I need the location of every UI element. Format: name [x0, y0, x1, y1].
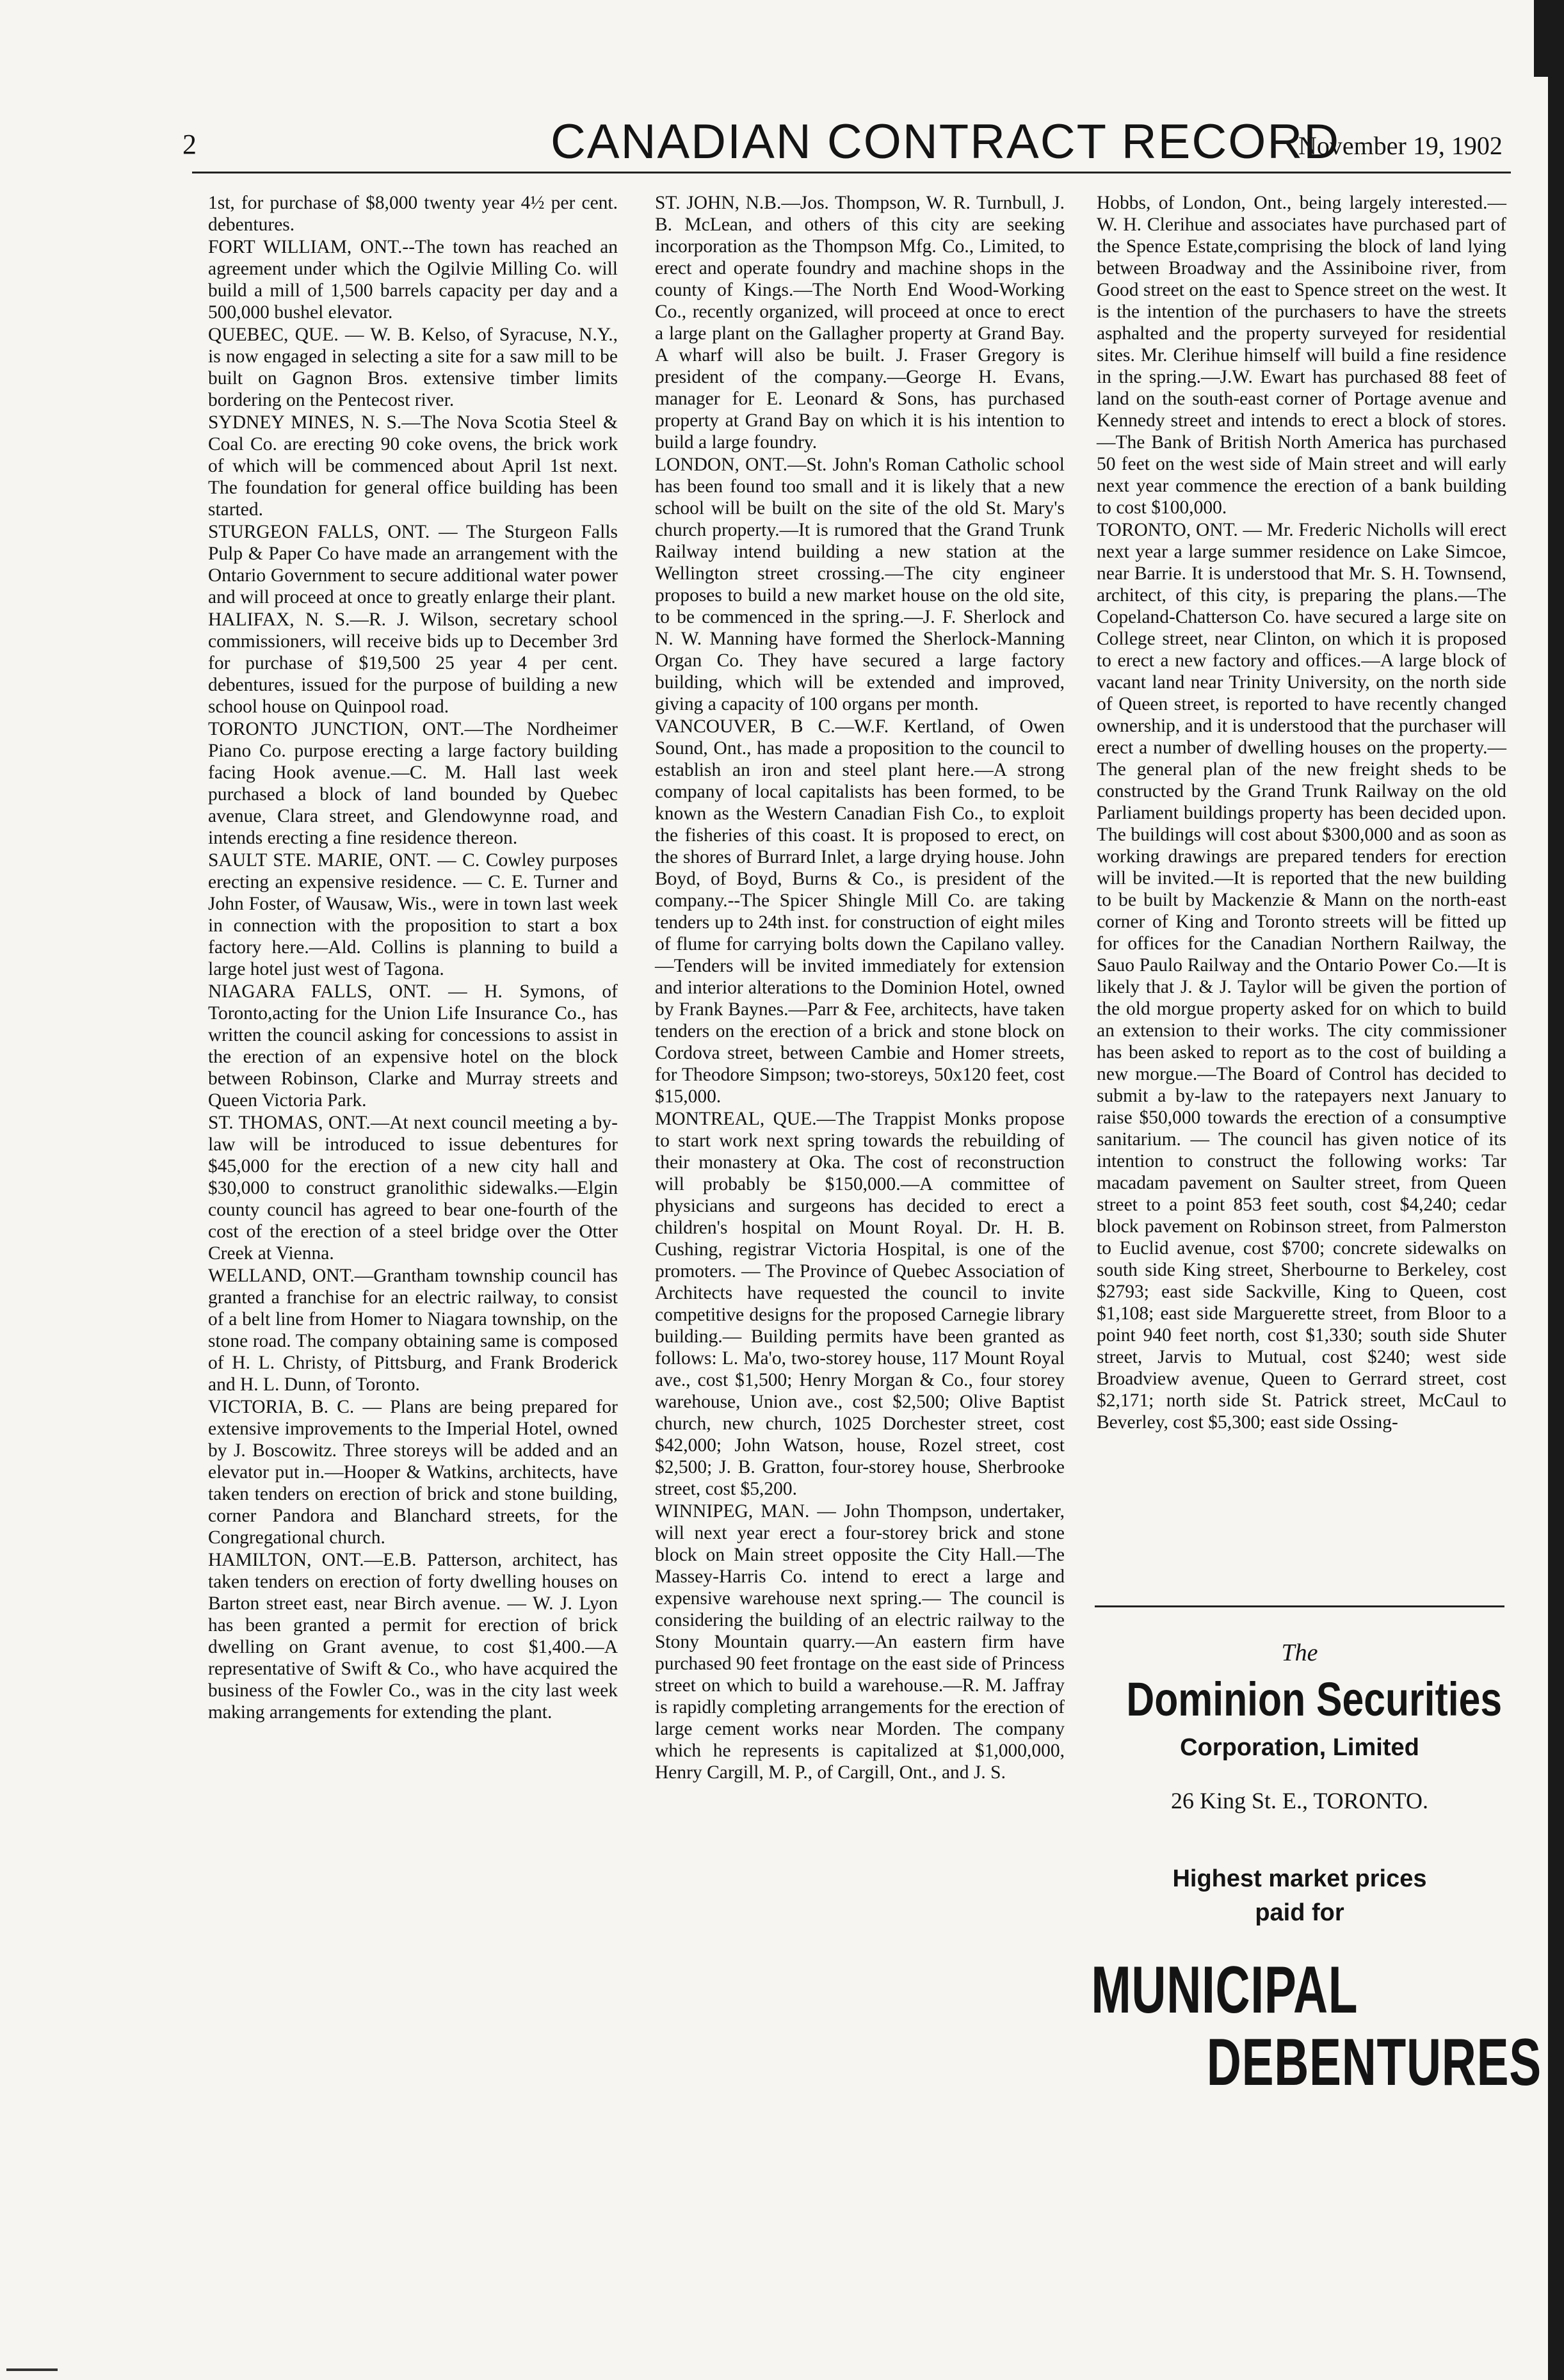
page-number: 2 — [182, 129, 197, 160]
article-paragraph: 1st, for purchase of $8,000 twenty year 4½ per cent. debentures. — [208, 193, 618, 235]
article-paragraph: SAULT STE. MARIE, ONT. — C. Cowley purposes erecting an expensive residence. — C. E. Turner and John Foster, of Wausaw, Wis., were in town last week in connection with the proposition to start a box factory here.—Ald. Collins is planning to build a large hotel just west of Tagona. — [208, 850, 618, 979]
issue-date: November 19, 1902 — [1298, 131, 1503, 160]
ad-offer: Highest market prices — [1172, 1865, 1427, 1892]
article-paragraph: Hobbs, of London, Ont., being largely interested.—W. H. Clerihue and associates have purchased part of the Spence Estate,comprising the block of land lying between Broadway and the Assiniboine river, from Good street on the east to Spence street on the west. It is the intention of the purchasers to have the streets asphalted and the property surveyed for residential sites. Mr. Clerihue himself will build a fine residence in the spring.—J.W. Ewart has purchased 88 feet of land on the south-east corner of Portage avenue and Kennedy street and intends to erect a block of stores.—The Bank of British North America has purchased 50 feet on the west side of Main street and will early next year commence the erection of a bank building to cost $100,000. — [1097, 193, 1506, 518]
article-paragraph: STURGEON FALLS, ONT. — The Sturgeon Falls Pulp & Paper Co have made an arrangement with the Ontario Government to secure additional water power and will proceed at once to greatly enlarge their plant. — [208, 522, 618, 607]
article-paragraph: VANCOUVER, B C.—W.F. Kertland, of Owen Sound, Ont., has made a proposition to the council to establish an iron and steel plant here.—A strong company of local capitalists has been formed, to be known as the Western Canadian Fish Co., to exploit the fisheries of this coast. It is proposed to erect, on the shores of Burrard Inlet, a large drying house. John Boyd, of Boyd, Burns & Co., is president of the company.--The Spicer Shingle Mill Co. are taking tenders up to 24th inst. for construction of eight miles of flume for carrying bolts down the Capilano valley.—Tenders will be invited immediately for extension and interior alterations to the Dominion Hotel, owned by Frank Baynes.—Parr & Fee, architects, have taken tenders on the erection of a brick and stone block on Cordova street, between Cambie and Homer streets, for Theodore Simpson; two-storeys, 50x120 feet, cost $15,000. — [655, 716, 1065, 1107]
article-paragraph: TORONTO, ONT. — Mr. Frederic Nicholls will erect next year a large summer residence on Lake Simcoe, near Barrie. It is understood that Mr. S. H. Townsend, architect, of this city, is preparing the plans.—The Copeland-Chatterson Co. have secured a large site on College street, near Clinton, on which it is proposed to erect a new factory and offices.—A large block of vacant land near Trinity University, on the north side of Queen street, is reported to have recently changed ownership, and it is understood that the purchaser will erect a number of dwelling houses on the property.—The general plan of the new freight sheds to be constructed by the Grand Trunk Railway on the old Parliament buildings property has been decided upon. The buildings will cost about $300,000 and as soon as working drawings are prepared tenders for erection will be invited.—It is reported that the new building to be built by Mackenzie & Mann on the north-east corner of King and Toronto streets will be fitted up for offices for the Canadian Northern Railway, the Sauo Paulo Railway and the Ontario Power Co.—It is likely that J. & J. Taylor will be given the portion of the old morgue property asked for on which to build an extension to their works. The city commissioner has been asked to report as to the cost of building a new morgue.—The Board of Control has decided to submit a by-law to the ratepayers next January to raise $50,000 towards the erection of a consumptive sanitarium. — The council has given notice of its intention to construct the following works: Tar macadam pavement on Saulter street, from Queen street to a point 853 feet south, cost $4,240; cedar block pavement on Robinson street, from Palmerston to Euclid avenue, cost $700; concrete sidewalks on south side King street, Sherbourne to Berkeley, cost $2793; east side Sackville, King to Queen, cost $1,108; east side Marguerette street, from Bloor to a point 940 feet north, cost $1,330; south side Shuter street, Jarvis to Mutual, cost $240; west side Broadview avenue, Queen to Gerrard street, cost $2,171; north side St. Patrick street, McCaul to Beverley, cost $5,300; east side Ossing- — [1097, 520, 1506, 1433]
article-paragraph: TORONTO JUNCTION, ONT.—The Nordheimer Piano Co. purpose erecting a large factory building facing Hook avenue.—C. M. Hall last week purchased a block of land bounded by Quebec avenue, Clara street, and Glendowynne road, and intends erecting a fine residence thereon. — [208, 719, 618, 848]
page-header — [0, 0, 1564, 179]
article-paragraph: VICTORIA, B. C. — Plans are being prepared for extensive improvements to the Imperial Hotel, owned by J. Boscowitz. Three storeys will be added and an elevator put in.—Hooper & Watkins, architects, have taken tenders on erection of brick and stone building, corner Pandora and Blanchard streets, for the Congregational church. — [208, 1397, 618, 1548]
column-2 — [655, 192, 1065, 1784]
article-paragraph: WELLAND, ONT.—Grantham township council has granted a franchise for an electric railway, to consist of a belt line from Homer to Niagara township, on the stone road. The company obtaining same is composed of H. L. Christy, of Pittsburg, and Frank Broderick and H. L. Dunn, of Toronto. — [208, 1266, 618, 1395]
scan-foot-mark — [6, 2368, 58, 2371]
ad-company-name: Dominion Securities — [1126, 1673, 1503, 1726]
advertisement — [1088, 1626, 1542, 2189]
article-paragraph: ST. JOHN, N.B.—Jos. Thompson, W. R. Turnbull, J. B. McLean, and others of this city are seeking incorporation as the Thompson Mfg. Co., Limited, to erect and operate foundry and machine shops in the county of Kings.—The North End Wood-Working Co., recently organized, will proceed at once to erect a large plant on the Gallagher property at Grand Bay. A wharf will also be built. J. Fraser Gregory is president of the company.—George H. Evans, manager for E. Leonard & Sons, has purchased property at Grand Bay on which it is his intention to build a large foundry. — [655, 193, 1065, 453]
publication-title: CANADIAN CONTRACT RECORD — [551, 115, 1341, 169]
ad-headline-municipal: MUNICIPAL — [1091, 1953, 1358, 2027]
article-paragraph: MONTREAL, QUE.—The Trappist Monks propose to start work next spring towards the rebuilding of their monastery at Oka. The cost of reconstruction will probably be $150,000.—A committee of physicians and surgeons has decided to erect a children's hospital on Mount Royal. Dr. H. B. Cushing, registrar Victoria Hospital, is one of the promoters. — The Province of Quebec Association of Architects have requested the council to invite competitive designs for the proposed Carnegie library building.— Building permits have been granted as follows: L. Ma'o, two-storey house, 117 Mount Royal ave., cost $1,500; Henry Morgan & Co., four storey warehouse, Union ave., cost $2,500; Olive Baptist church, new church, 1025 Dorchester street, cost $42,000; John Watson, house, Rozel street, cost $2,500; J. B. Gratton, four-storey house, Sherbrooke street, cost $5,200. — [655, 1109, 1065, 1499]
column-1 — [208, 192, 618, 1724]
article-paragraph: LONDON, ONT.—St. John's Roman Catholic school has been found too small and it is likely that a new school will be built on the site of the old St. Mary's church property.—It is rumored that the Grand Trunk Railway intend building a new station at the Wellington street crossing.—The city engineer proposes to build a new market house on the old site, to be commenced in the spring.—J. F. Sherlock and N. W. Manning have formed the Sherlock-Manning Organ Co. They have secured a large factory building, which will be extended and improved, giving a capacity of 100 organs per month. — [655, 454, 1065, 714]
article-paragraph: ST. THOMAS, ONT.—At next council meeting a by-law will be introduced to issue debentures for $45,000 for the erection of a new city hall and $30,000 to construct granolithic sidewalks.—Elgin county council has agreed to bear one-fourth of the cost of the erection of a steel bridge over the Otter Creek at Vienna. — [208, 1113, 618, 1264]
header-rule — [192, 172, 1511, 173]
ad-offer-paid: paid for — [1255, 1899, 1344, 1926]
ad-headline-debentures: DEBENTURES — [1206, 2025, 1542, 2100]
article-paragraph: NIAGARA FALLS, ONT. — H. Symons, of Toronto,acting for the Union Life Insurance Co., has written the council asking for concessions to assist in the erection of an expensive hotel on the block between Robinson, Clarke and Murray streets and Queen Victoria Park. — [208, 981, 618, 1111]
ad-the: The — [1281, 1639, 1318, 1666]
advertisement-rule — [1095, 1605, 1504, 1607]
article-paragraph: SYDNEY MINES, N. S.—The Nova Scotia Steel & Coal Co. are erecting 90 coke ovens, the brick work of which will be commenced about April 1st next. The foundation for general office building has been started. — [208, 412, 618, 520]
scan-edge-bar — [1548, 0, 1564, 2380]
article-paragraph: HAMILTON, ONT.—E.B. Patterson, architect, has taken tenders on erection of forty dwelling houses on Barton street east, near Birch avenue. — W. J. Lyon has been granted a permit for erection of brick dwelling on Grant avenue, to cost $1,400.—A representative of Swift & Co., who have acquired the business of the Fowler Co., was in the city last week making arrangements for extending the plant. — [208, 1550, 618, 1723]
ad-corporation: Corporation, Limited — [1180, 1734, 1419, 1761]
column-3 — [1097, 192, 1506, 1434]
article-paragraph: QUEBEC, QUE. — W. B. Kelso, of Syracuse, N.Y., is now engaged in selecting a site for a saw mill to be built on Gagnon Bros. extensive timber limits bordering on the Pentecost river. — [208, 325, 618, 410]
article-paragraph: WINNIPEG, MAN. — John Thompson, undertaker, will next year erect a four-storey brick and stone block on Main street opposite the City Hall.—The Massey-Harris Co. intend to erect a large and expensive warehouse next spring.— The council is considering the building of an electric railway to the Stony Mountain quarry.—An eastern firm have purchased 90 feet frontage on the east side of Princess street on which to build a warehouse.—R. M. Jaffray is rapidly completing arrangements for the erection of large cement works near Morden. The company which he represents is capitalized at $1,000,000, Henry Cargill, M. P., of Cargill, Ont., and J. S. — [655, 1501, 1065, 1783]
article-paragraph: FORT WILLIAM, ONT.--The town has reached an agreement under which the Ogilvie Milling Co. will build a mill of 1,500 barrels capacity per day and a 500,000 bushel elevator. — [208, 237, 618, 323]
ad-address: 26 King St. E., TORONTO. — [1170, 1788, 1429, 1813]
article-paragraph: HALIFAX, N. S.—R. J. Wilson, secretary school commissioners, will receive bids up to December 3rd for purchase of $19,500 25 year 4 per cent. debentures, issued for the purpose of building a new school house on Quinpool road. — [208, 609, 618, 717]
